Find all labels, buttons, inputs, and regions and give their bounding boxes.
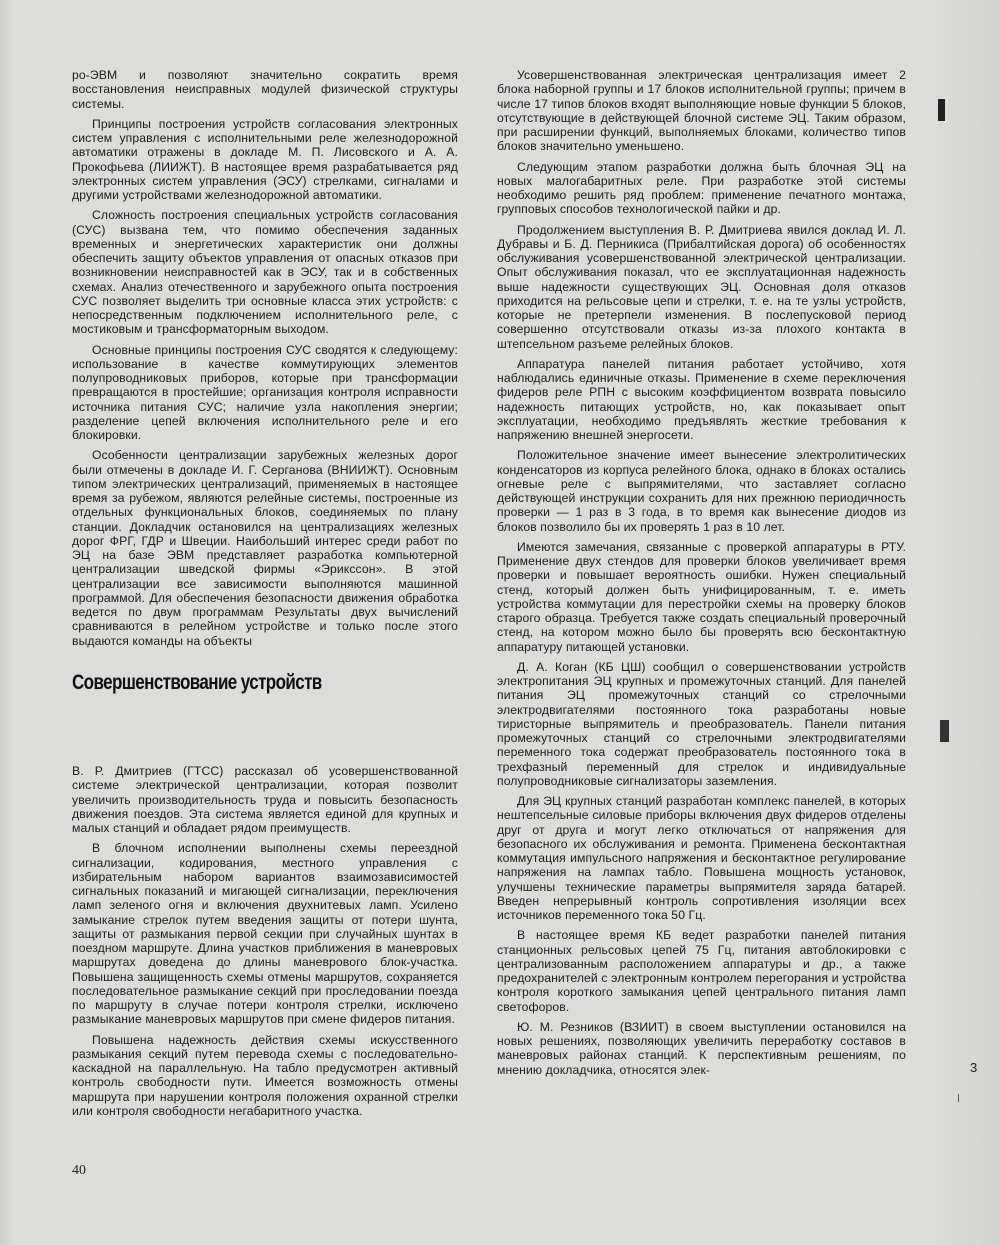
paragraph: Д. А. Коган (КБ ЦШ) сообщил о совершенствовании устройств электропитания ЭЦ крупных и промежуточных станций. Для панелей питания ЭЦ промежуточных станций со стрелочными электродвигателями постоянного тока разработаны новые тиристорные выпрямитель и преобразователь. Панели питания промежуточных станций со стрелочными электродвигателями переменного тока содержат преобразователь постоянного тока в трехфазный переменный для стрелок и индивидуальные полупроводниковые сигнализаторы заземления. (497, 659, 906, 788)
right-column (497, 68, 906, 1083)
paragraph: Усовершенствованная электрическая централизация имеет 2 блока наборной группы и 17 блоков исполнительной группы; причем в числе 17 типов блоков входят выполняющие новые функции 5 блоков, отсутствующие в действующей блочной системе ЭЦ. Таким образом, при расширении функций, выполняемых блоками, количество типов блоков значительно уменьшено. (497, 68, 906, 154)
edge-tick-mark (958, 1094, 964, 1102)
section-heading: Совершенствование устройств (72, 670, 322, 694)
paragraph: Особенности централизации зарубежных железных дорог были отмечены в докладе И. Г. Серганова (ВНИИЖТ). Основным типом электрических централизаций, применяемых в настоящее время за рубежом, являются релейные системы, построенные из отдельных функциональных блоков, соединяемых по плану станции. Докладчик остановился на централизациях железных дорог ФРГ, ГДР и Швеции. Наибольший интерес среди работ по ЭЦ на базе ЭВМ представляет разработка компьютерной централизации шведской фирмы «Эрикссон». В этой централизации все зависимости выполняются машинной программой. Для обеспечения безопасности движения обработка ведется по двум программам Результаты двух вычислений сравниваются в релейном устройстве и только после этого выдаются команды на объекты (72, 448, 458, 648)
paragraph: Продолжением выступления В. Р. Дмитриева явился доклад И. Л. Дубравы и Б. Д. Перникиса (Прибалтийская дорога) об особенностях обслуживания усовершенствованной электрической централизации. Опыт обслуживания показал, что ее эксплуатационная надежность выше надежности существующих ЭЦ. Основная доля отказов приходится на рельсовые цепи и стрелки, т. е. на те узлы устройств, которые не претерпели изменения. В послепусковой период совершенно отсутствовали отказы из-за плохого контакта в штепсельном разъеме релейных блоков. (497, 222, 906, 351)
paragraph: Положительное значение имеет вынесение электролитических конденсаторов из корпуса релейного блока, однако в блоках остались огневые реле с выпрямителями, что заставляет согласно действующей инструкции сохранить для них прежнюю периодичность проверки — 1 раз в 3 года, в то время как вынесение диодов из блоков позволило бы их проверять 1 раз в 10 лет. (497, 448, 906, 534)
paragraph: Имеются замечания, связанные с проверкой аппаратуры в РТУ. Применение двух стендов для проверки блоков увеличивает время проверки и повышает вероятность ошибки. Нужен специальный стенд, который должен быть унифицированным, т. е. иметь устройства коммутации для перестройки схемы на проверку блоков старого образца. Требуется также создать специальный проверочный стенд, на котором можно было бы проверять всю бесконтактную аппаратуру питающей установки. (497, 539, 906, 654)
paragraph: Ю. М. Резников (ВЗИИТ) в своем выступлении остановился на новых решениях, позволяющих увеличить переработку составов в маневровых районах станций. К перспективным решениям, по мнению докладчика, относятся элек- (497, 1019, 906, 1077)
paragraph: ро-ЭВМ и позволяют значительно сократить время восстановления неисправных модулей физической структуры системы. (72, 68, 458, 111)
paragraph: Следующим этапом разработки должна быть блочная ЭЦ на новых малогабаритных реле. При разработке этой системы необходимо решить ряд проблем: применение печатного монтажа, групповых способов технологической пайки и др. (497, 159, 906, 217)
paragraph: Принципы построения устройств согласования электронных систем управления с исполнительными реле железнодорожной автоматики отражены в докладе М. П. Лисовского и А. А. Прокофьева (ЛИИЖТ). В настоящее время разрабатывается ряд электронных систем управления (ЭСУ) стрелками, сигналами и другими устройствами железнодорожной автоматики. (72, 116, 458, 202)
paragraph: В. Р. Дмитриев (ГТСС) рассказал об усовершенствованной системе электрической централизации, которая позволит увеличить производительность труда и повысить безопасность движения поездов. Эта система является единой для крупных и малых станций и обладает рядом преимуществ. (72, 764, 458, 835)
paragraph: Для ЭЦ крупных станций разработан комплекс панелей, в которых нештепсельные силовые приборы включения двух фидеров отделены друг от друга и могут легко отключаться от напряжения для безопасного их обслуживания и ремонта. Применена бесконтактная коммутация импульсного напряжения и бесконтактное регулирование напряжения на лампах табло. Повышена мощность установок, улучшены технические параметры выпрямителя заряда батарей. Введен непрерывный контроль сопротивления изоляции всех источников переменного тока 50 Гц. (497, 794, 906, 922)
paragraph: Сложность построения специальных устройств согласования (СУС) вызвана тем, что помимо обеспечения заданных временных и энергетических характеристик они должны обеспечить защиту объектов управления от опасных отказов при возникновении неисправностей как в ЭСУ, так и в собственных схемах. Анализ отечественного и зарубежного опыта построения СУС позволяет выделить три основные класса этих устройств: с непосредственным подключением исполнительного реле, с мостиковым и трансформаторным выходом. (72, 208, 458, 337)
paragraph: Повышена надежность действия схемы искусственного размыкания секций путем перевода схемы с последовательно-каскадной на параллельную. На табло предусмотрен активный контроль свободности пути. Имеется возможность отмены маршрута при нарушении контроля положения охранной стрелки или контроля свободности негабаритного участка. (72, 1032, 458, 1118)
edge-page-number: 3 (970, 1060, 978, 1075)
edge-print-mark (938, 99, 945, 121)
paragraph: В настоящее время КБ ведет разработки панелей питания станционных рельсовых цепей 75 Гц, питания автоблокировки с централизованным расположением аппаратуры и др., а также предохранителей с электронным контролем перегорания и устройства контроля короткого замыкания цепей центрального питания ламп светофоров. (497, 928, 906, 1014)
left-column (72, 68, 458, 1124)
paragraph: Основные принципы построения СУС сводятся к следующему: использование в качестве коммутирующих элементов полупроводниковых приборов, которые при трансформации превращаются в простейшие; организация контроля исправности источника питания СУС; наличие узла накопления энергии; разделение цепей включения исполнительного реле и его блокировки. (72, 342, 458, 442)
edge-print-mark (940, 720, 949, 742)
paragraph: Аппаратура панелей питания работает устойчиво, хотя наблюдались единичные отказы. Применение в схеме переключения фидеров реле РПН с высоким коэффициентом возврата повысило надежность питающих устройств, но, как показывает опыт эксплуатации, необходимо предъявлять жесткие требования к напряжению внешней энергосети. (497, 356, 906, 442)
paragraph: В блочном исполнении выполнены схемы переездной сигнализации, кодирования, местного управления с избирательным набором вариантов взаимозависимостей сигнальных показаний и мигающей сигнализации, переключения ламп зеленого огня и включения двухнитевых ламп. Усилено замыкание стрелок путем введения защиты от потери шунта, защиты от размыкания первой секции при случайных шунтах в поездном маршруте. Длина участков приближения в маневровых маршрутах доведена до длины маневрового блок-участка. Повышена защищенность схемы отмены маршрутов, сохраняется последовательное размыкание секций при проследовании поезда по маршруту в случае потери контроля стрелки, исключено размыкание маневровых маршрутов при смене фидеров питания. (72, 841, 458, 1027)
page-number: 40 (72, 1163, 86, 1178)
